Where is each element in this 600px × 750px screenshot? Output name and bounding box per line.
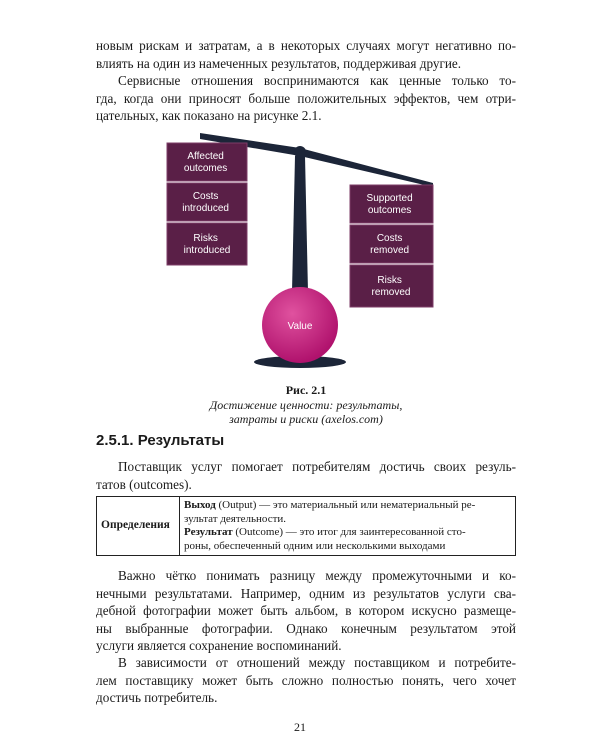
- text-line: татов (outcomes).: [96, 476, 192, 492]
- right-box-risks-removed: [350, 265, 433, 307]
- text-line: лем поставщику может быть сложно полностью понять, чего хочет: [96, 672, 516, 688]
- right-box-costs-removed: [350, 225, 433, 263]
- paragraph-provider: [96, 458, 516, 493]
- section-heading: 2.5.1. Результаты: [96, 432, 225, 449]
- caption-line: Достижение ценности: результаты,: [209, 397, 403, 412]
- left-box-costs-introduced: [167, 183, 247, 221]
- paragraph-difference: [96, 567, 516, 655]
- box-label: Risks: [193, 233, 218, 244]
- box-label: Supported: [366, 193, 413, 204]
- definition-text: (Output) — это материальный или нематериальный ре-: [215, 499, 476, 511]
- text-line: услуги является сохранение воспоминаний.: [96, 638, 342, 653]
- text-line: гда, когда они приносят больше положительных эффектов, чем отри-: [96, 90, 516, 106]
- definition-result-cont: роны, обеспеченный одним или несколькими выходами: [184, 539, 446, 552]
- text-line: Важно чётко понимать разницу между промежуточными и ко-: [118, 568, 516, 583]
- box-label: Costs: [192, 191, 219, 202]
- text-line: влиять на один из намеченных результатов, поддерживая другие.: [96, 55, 462, 71]
- box-label: removed: [371, 287, 411, 298]
- text-line: Сервисные отношения воспринимаются как ценные только то-: [118, 73, 516, 88]
- value-label: Value: [287, 321, 313, 332]
- definition-output: [184, 499, 511, 513]
- text-line: Поставщик услуг помогает потребителям достичь своих резуль-: [118, 459, 516, 474]
- box-label: Affected: [187, 151, 224, 162]
- definition-output-cont: зультат деятельности.: [184, 512, 287, 525]
- definition-result: [184, 526, 511, 540]
- box-label: introduced: [182, 203, 229, 214]
- term-result: Результат: [184, 526, 233, 538]
- text-line: дебной фотографии может быть альбом, в котором искусно размеще-: [96, 603, 516, 618]
- text-line: нечными результатами. Например, одним из результатов услуги сва-: [96, 585, 516, 601]
- box-label: Costs: [376, 233, 403, 244]
- scale-pillar: [292, 156, 308, 292]
- box-label: Risks: [377, 275, 402, 286]
- box-label: outcomes: [367, 205, 412, 216]
- right-pan: [350, 185, 433, 307]
- text-line: достичь потребитель.: [96, 690, 218, 705]
- definitions-table: [96, 496, 516, 556]
- text-line: новым рискам и затратам, а в некоторых случаях могут негативно по-: [96, 38, 516, 53]
- box-label: removed: [370, 245, 410, 256]
- figure-number: Рис. 2.1: [285, 383, 327, 397]
- definitions-content: [180, 497, 516, 556]
- term-output: Выход: [184, 499, 216, 511]
- left-pan: [167, 143, 247, 265]
- left-box-affected-outcomes: [167, 143, 247, 181]
- caption-line: затраты и риски (axelos.com): [229, 412, 383, 426]
- page-number: 21: [294, 720, 306, 734]
- left-box-risks-introduced: [167, 223, 247, 265]
- paragraph-relations: [96, 654, 516, 707]
- figure-caption: [96, 383, 516, 427]
- text-line: В зависимости от отношений между поставщиком и потребите-: [118, 655, 516, 670]
- definition-text: (Outcome) — это итог для заинтересованной сто-: [232, 526, 466, 538]
- text-line: ны выбранные фотографии. Однако конечным результатом этой: [96, 620, 516, 636]
- right-box-supported-outcomes: [350, 185, 433, 223]
- box-label: outcomes: [183, 163, 228, 174]
- text-line: цательных, как показано на рисунке 2.1.: [96, 108, 322, 123]
- box-label: introduced: [183, 245, 231, 256]
- definitions-header: Определения: [97, 497, 180, 556]
